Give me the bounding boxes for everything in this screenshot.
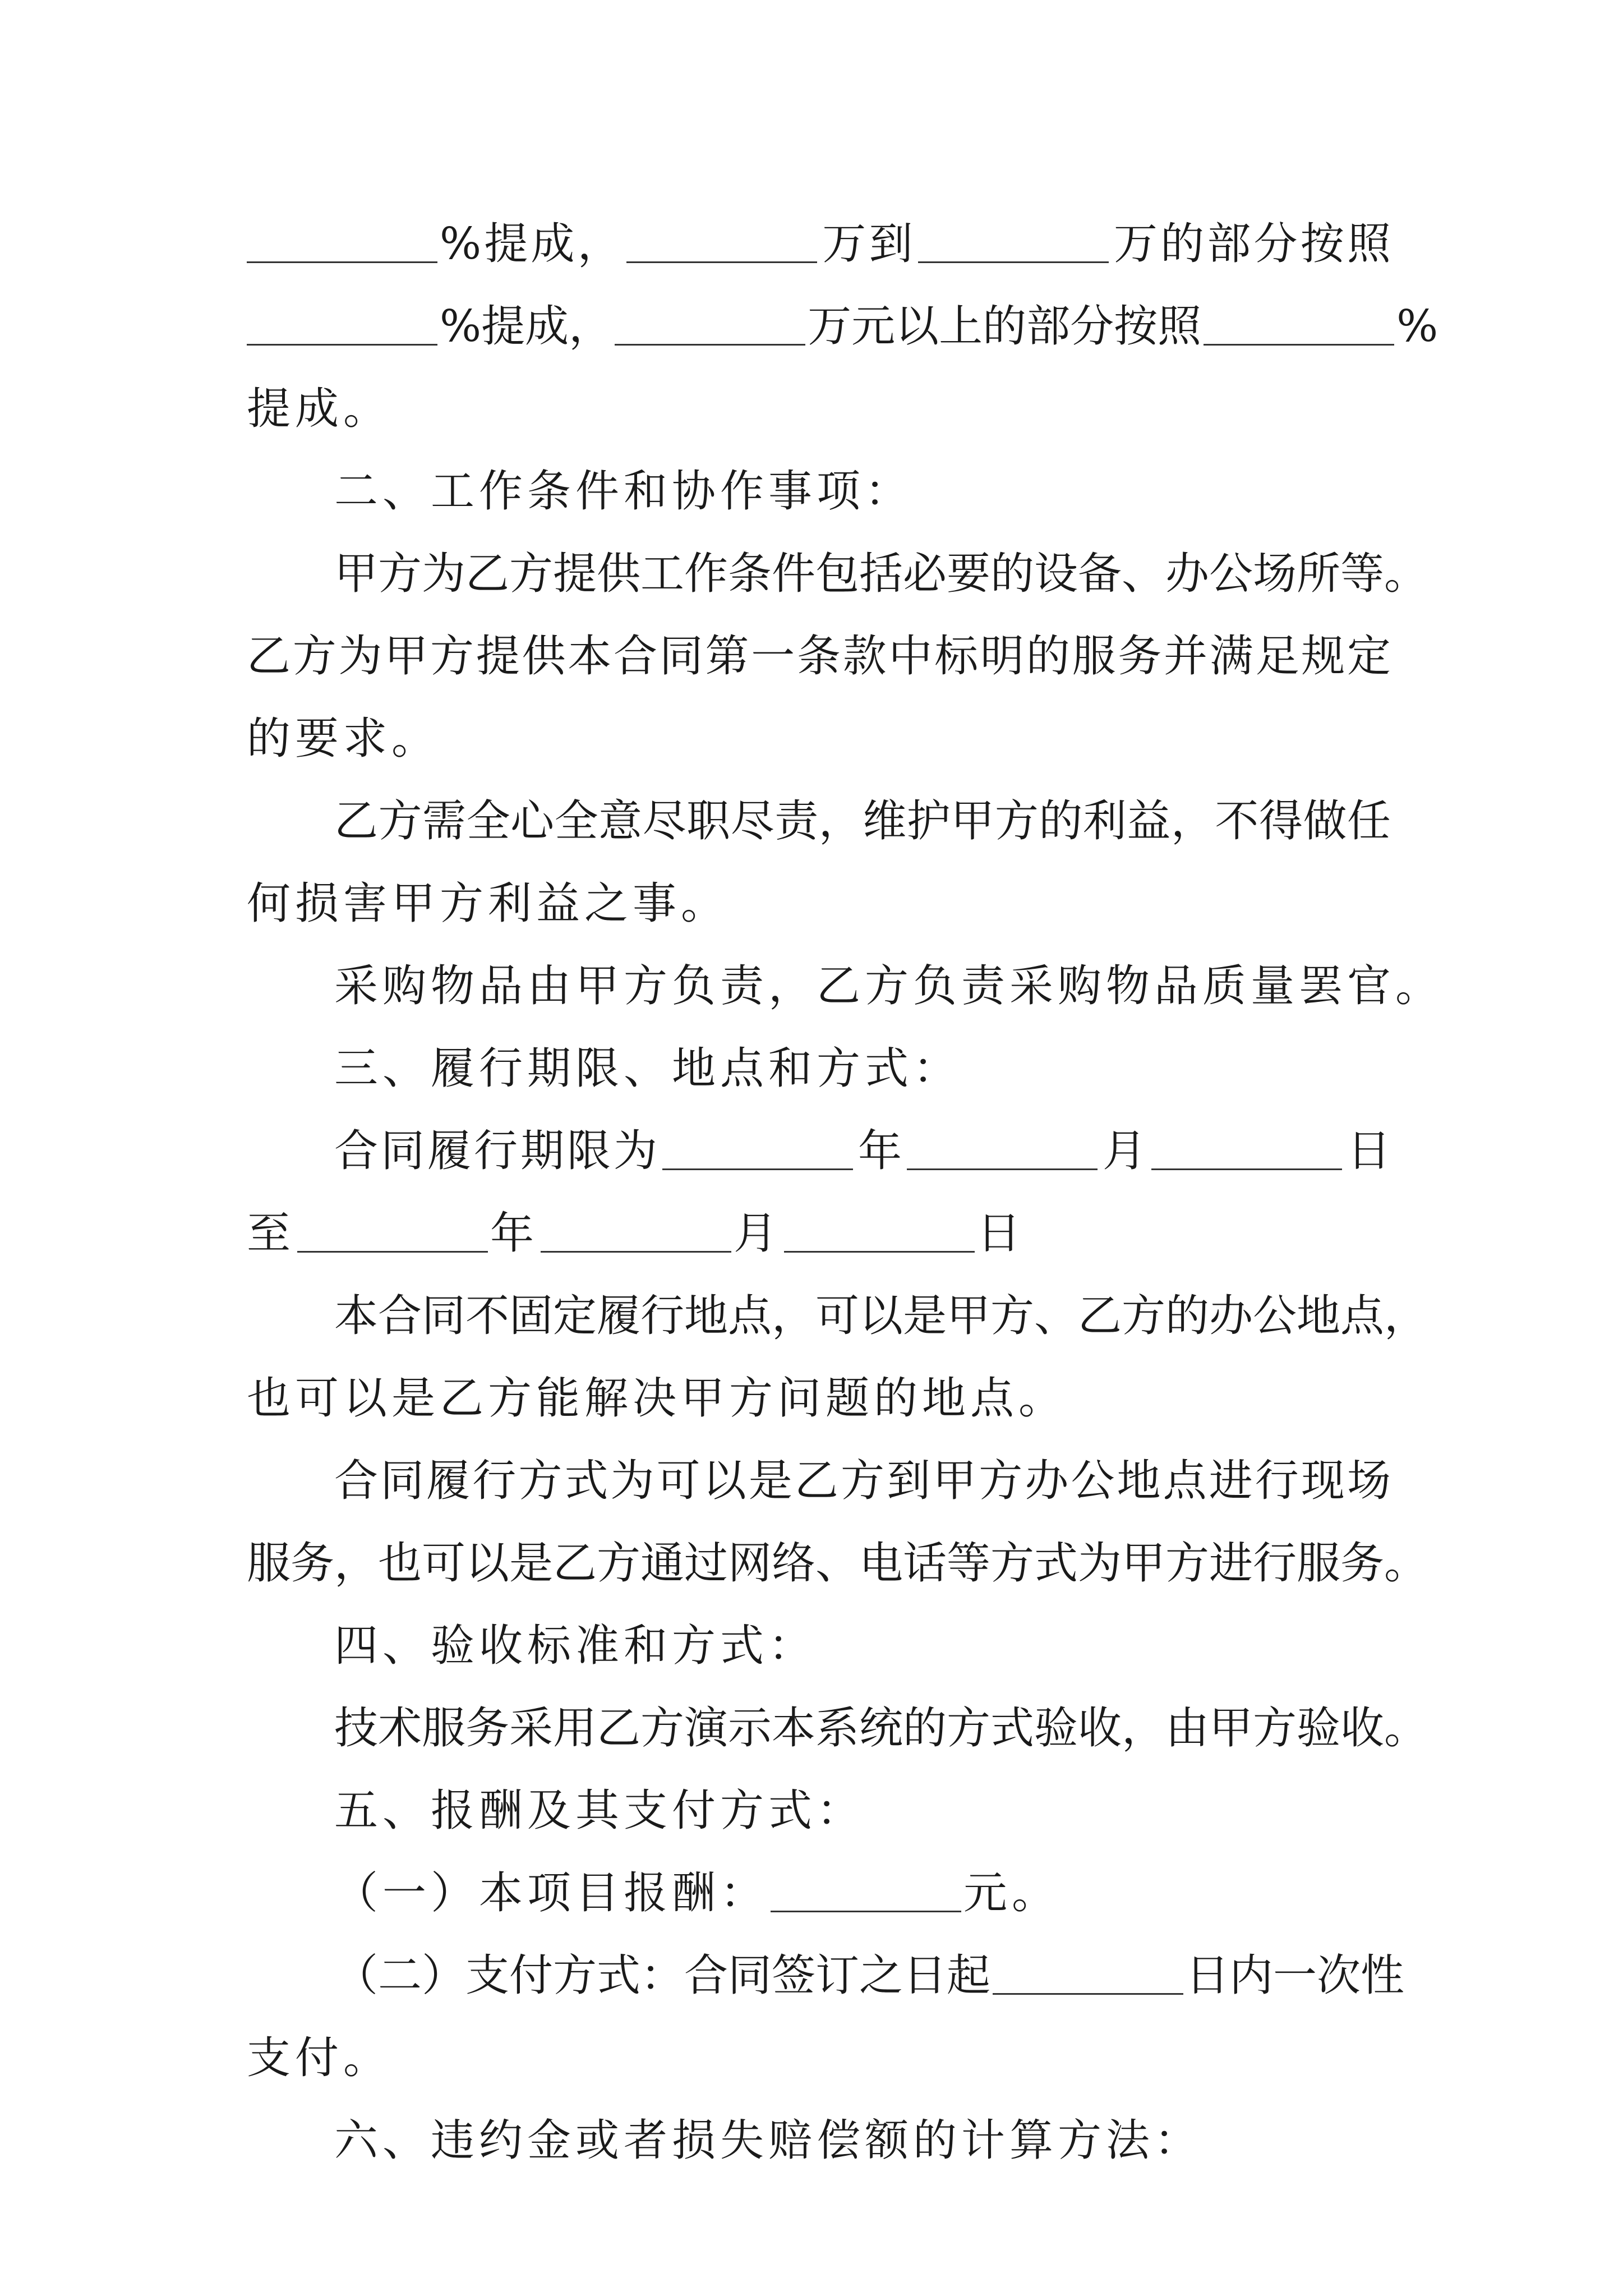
text-segment: 合同履行期限为 xyxy=(334,1126,660,1176)
fill-blank[interactable] xyxy=(541,1212,731,1253)
text-line xyxy=(247,213,1391,275)
section-heading: 三、履行期限、地点和方式： xyxy=(334,1043,962,1094)
section-heading: 二、工作条件和协作事项： xyxy=(334,466,914,517)
fill-blank[interactable] xyxy=(918,222,1109,263)
text-line: 采购物品由甲方负责，乙方负责采购物品质量罢官。 xyxy=(334,961,1444,1011)
text-line: 本合同不固定履行地点，可以是甲方、乙方的办公地点， xyxy=(334,1291,1428,1341)
text-line: 提成。 xyxy=(247,384,392,434)
fill-blank[interactable] xyxy=(907,1129,1098,1170)
fill-blank[interactable] xyxy=(615,305,805,346)
text-line: 何损害甲方利益之事。 xyxy=(247,878,730,929)
text-line: 服务，也可以是乙方通过网络、电话等方式为甲方进行服务。 xyxy=(247,1538,1428,1589)
text-line: 合同履行方式为可以是乙方到甲方办公地点进行现场 xyxy=(334,1456,1391,1506)
text-segment: 月 xyxy=(1099,1126,1149,1176)
text-line: 技术服务采用乙方演示本系统的方式验收，由甲方验收。 xyxy=(334,1703,1428,1754)
fill-blank[interactable] xyxy=(247,222,437,263)
text-line xyxy=(247,296,1438,357)
section-heading: 五、报酬及其支付方式： xyxy=(334,1786,865,1836)
fill-blank[interactable] xyxy=(1151,1129,1342,1170)
text-line: 乙方为甲方提供本合同第一条款中标明的服务并满足规定 xyxy=(247,631,1391,682)
text-segment: 元。 xyxy=(963,1868,1061,1918)
fill-blank[interactable] xyxy=(1204,305,1394,346)
text-line: 甲方为乙方提供工作条件包括必要的设备、办公场所等。 xyxy=(334,549,1428,599)
fill-blank[interactable] xyxy=(993,1954,1183,1995)
text-segment: 万的部分按照 xyxy=(1110,219,1391,269)
text-line xyxy=(247,1862,1391,1924)
fill-blank[interactable] xyxy=(662,1129,853,1170)
fill-blank[interactable] xyxy=(784,1212,975,1253)
fill-blank[interactable] xyxy=(297,1212,488,1253)
text-line xyxy=(247,1945,1405,2007)
section-heading: 四、验收标准和方式： xyxy=(334,1621,817,1671)
text-segment: 月 xyxy=(734,1208,782,1259)
text-line: 也可以是乙方能解决甲方问题的地点。 xyxy=(247,1373,1067,1424)
text-segment: 万到 xyxy=(819,219,916,269)
text-segment: 万元以上的部分按照 xyxy=(808,301,1202,352)
text-line: 乙方需全心全意尽职尽责，维护甲方的利益，不得做任 xyxy=(334,796,1391,846)
text-segment: 至 xyxy=(247,1208,296,1259)
fill-blank[interactable] xyxy=(247,305,437,346)
text-line xyxy=(247,1120,1391,1182)
fill-blank[interactable] xyxy=(626,222,817,263)
text-segment: 年 xyxy=(490,1208,539,1259)
fill-blank[interactable] xyxy=(771,1871,961,1912)
section-heading: 六、违约金或者损失赔偿额的计算方法： xyxy=(334,2115,1203,2166)
text-segment: 日 xyxy=(1344,1126,1391,1176)
text-segment: 年 xyxy=(855,1126,905,1176)
text-segment: %提成， xyxy=(440,301,613,352)
text-line xyxy=(247,1203,1391,1264)
text-segment: 日内一次性 xyxy=(1186,1950,1405,2001)
text-segment: （一）本项目报酬： xyxy=(334,1868,769,1918)
text-line: 的要求。 xyxy=(247,714,440,764)
text-segment: 日 xyxy=(977,1208,1026,1259)
text-segment: % xyxy=(1396,301,1438,352)
text-segment: （二）支付方式：合同签订之日起 xyxy=(334,1950,991,2001)
text-segment: %提成， xyxy=(440,219,624,269)
text-line: 支付。 xyxy=(247,2033,392,2083)
